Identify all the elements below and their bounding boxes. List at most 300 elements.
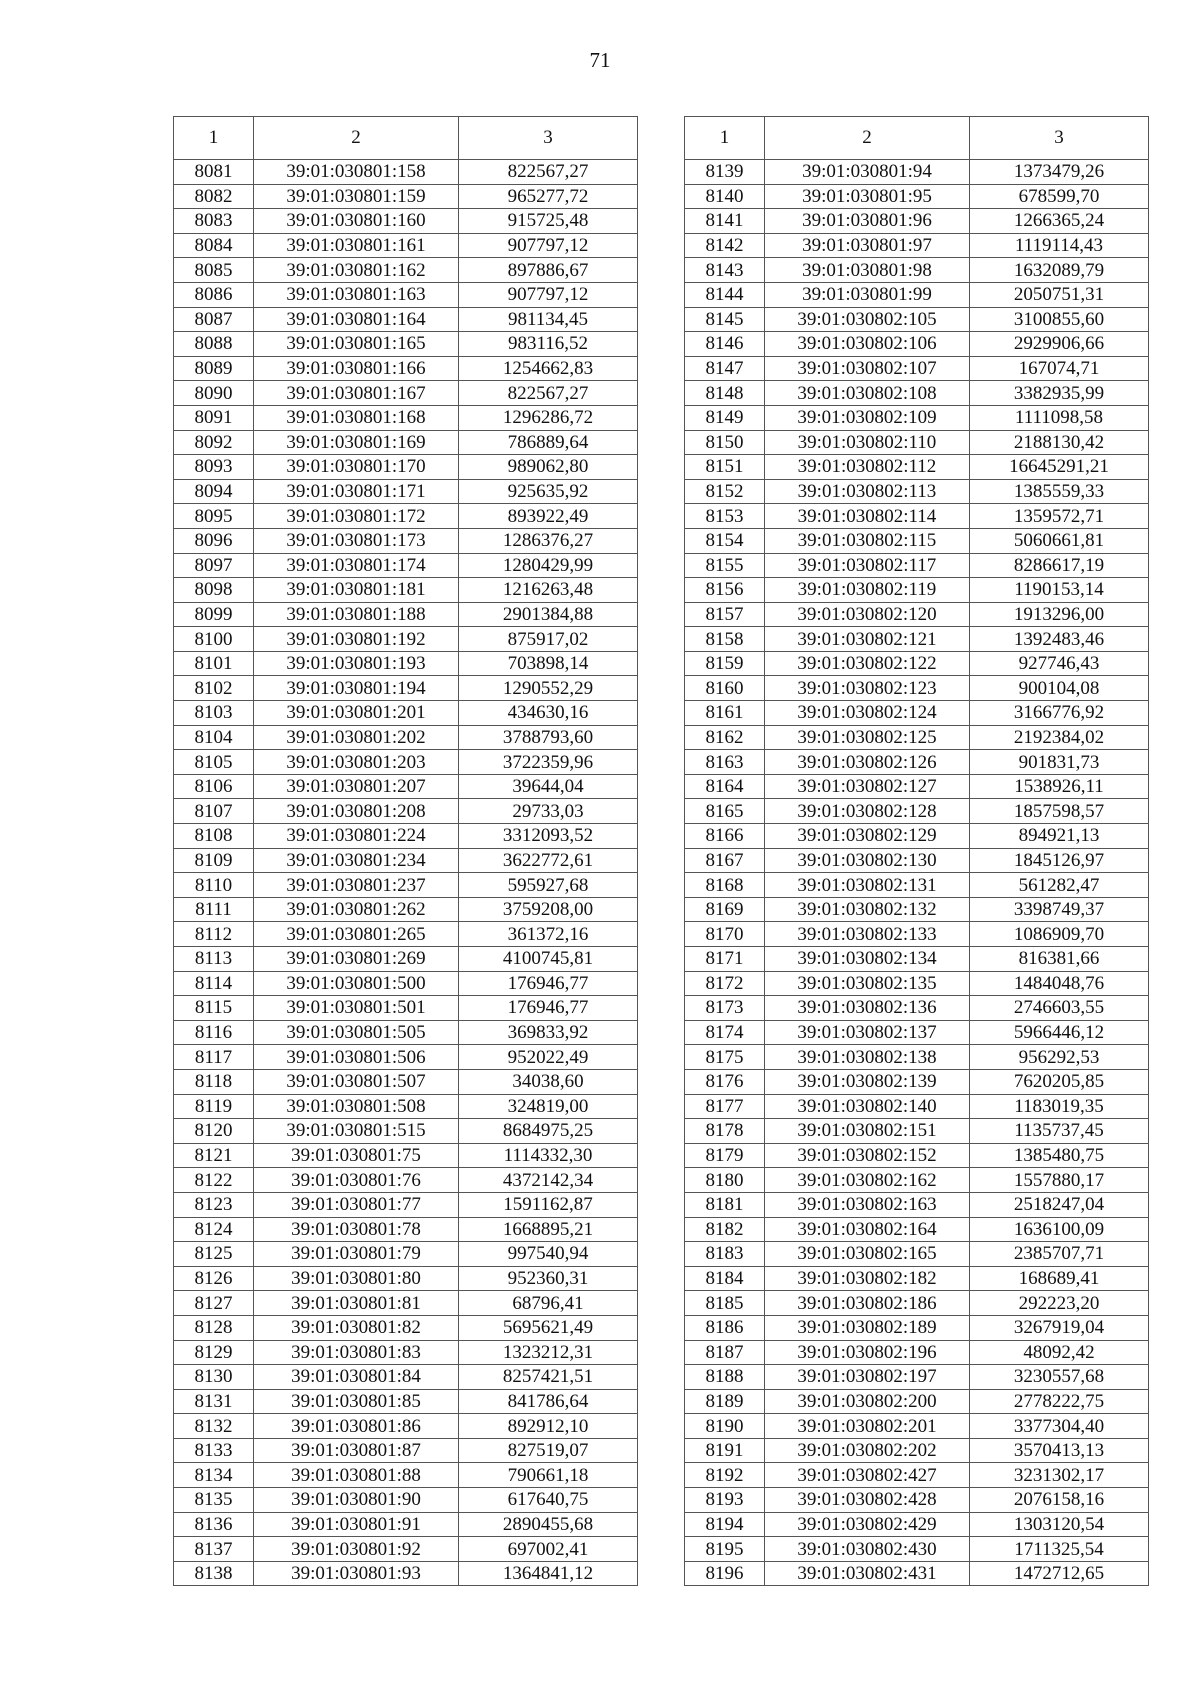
- row-number-cell: 8124: [174, 1217, 254, 1242]
- table-row: [174, 455, 638, 480]
- row-number-cell: 8111: [174, 897, 254, 922]
- cadastral-number-cell: 39:01:030802:123: [765, 676, 970, 701]
- cadastral-number-cell: 39:01:030802:133: [765, 922, 970, 947]
- table-row: [685, 1512, 1149, 1537]
- value-cell: 1668895,21: [459, 1217, 638, 1242]
- table-row: [685, 356, 1149, 381]
- cadastral-number-cell: 39:01:030802:106: [765, 332, 970, 357]
- cadastral-number-cell: 39:01:030802:200: [765, 1389, 970, 1414]
- value-cell: 48092,42: [970, 1340, 1149, 1365]
- value-cell: 2746603,55: [970, 996, 1149, 1021]
- value-cell: 292223,20: [970, 1291, 1149, 1316]
- value-cell: 3100855,60: [970, 307, 1149, 332]
- table-row: [174, 332, 638, 357]
- table-row: [685, 947, 1149, 972]
- value-cell: 2901384,88: [459, 602, 638, 627]
- cadastral-number-cell: 39:01:030801:76: [254, 1168, 459, 1193]
- cadastral-number-cell: 39:01:030801:94: [765, 160, 970, 185]
- column-header-3: 3: [970, 117, 1149, 160]
- row-number-cell: 8137: [174, 1537, 254, 1562]
- table-row: [685, 676, 1149, 701]
- row-number-cell: 8191: [685, 1438, 765, 1463]
- table-row: [174, 1217, 638, 1242]
- table-row: [174, 307, 638, 332]
- row-number-cell: 8166: [685, 824, 765, 849]
- cadastral-number-cell: 39:01:030802:138: [765, 1045, 970, 1070]
- cadastral-number-cell: 39:01:030801:85: [254, 1389, 459, 1414]
- cadastral-number-cell: 39:01:030801:162: [254, 258, 459, 283]
- row-number-cell: 8083: [174, 209, 254, 234]
- value-cell: 3722359,96: [459, 750, 638, 775]
- column-header-2: 2: [254, 117, 459, 160]
- value-cell: 907797,12: [459, 233, 638, 258]
- table-row: [685, 184, 1149, 209]
- row-number-cell: 8145: [685, 307, 765, 332]
- row-number-cell: 8167: [685, 848, 765, 873]
- cadastral-number-cell: 39:01:030801:170: [254, 455, 459, 480]
- value-cell: 176946,77: [459, 996, 638, 1021]
- value-cell: 965277,72: [459, 184, 638, 209]
- table-row: [174, 1561, 638, 1586]
- table-row: [685, 1020, 1149, 1045]
- value-cell: 3230557,68: [970, 1365, 1149, 1390]
- row-number-cell: 8143: [685, 258, 765, 283]
- table-row: [685, 1291, 1149, 1316]
- cadastral-number-cell: 39:01:030801:181: [254, 578, 459, 603]
- row-number-cell: 8182: [685, 1217, 765, 1242]
- value-cell: 822567,27: [459, 381, 638, 406]
- row-number-cell: 8117: [174, 1045, 254, 1070]
- cadastral-number-cell: 39:01:030801:501: [254, 996, 459, 1021]
- table-row: [685, 430, 1149, 455]
- row-number-cell: 8136: [174, 1512, 254, 1537]
- value-cell: 3788793,60: [459, 725, 638, 750]
- table-row: [174, 701, 638, 726]
- row-number-cell: 8174: [685, 1020, 765, 1045]
- cadastral-number-cell: 39:01:030801:78: [254, 1217, 459, 1242]
- row-number-cell: 8085: [174, 258, 254, 283]
- cadastral-number-cell: 39:01:030801:97: [765, 233, 970, 258]
- row-number-cell: 8173: [685, 996, 765, 1021]
- value-cell: 1114332,30: [459, 1143, 638, 1168]
- table-header-row: [174, 117, 638, 160]
- cadastral-number-cell: 39:01:030802:131: [765, 873, 970, 898]
- value-cell: 5695621,49: [459, 1315, 638, 1340]
- value-cell: 1135737,45: [970, 1119, 1149, 1144]
- row-number-cell: 8186: [685, 1315, 765, 1340]
- cadastral-number-cell: 39:01:030802:165: [765, 1242, 970, 1267]
- row-number-cell: 8189: [685, 1389, 765, 1414]
- cadastral-number-cell: 39:01:030801:168: [254, 405, 459, 430]
- table-row: [685, 1119, 1149, 1144]
- cadastral-number-cell: 39:01:030801:83: [254, 1340, 459, 1365]
- cadastral-number-cell: 39:01:030802:136: [765, 996, 970, 1021]
- value-cell: 2929906,66: [970, 332, 1149, 357]
- cadastral-number-cell: 39:01:030802:429: [765, 1512, 970, 1537]
- value-cell: 1913296,00: [970, 602, 1149, 627]
- value-cell: 3267919,04: [970, 1315, 1149, 1340]
- table-row: [174, 1266, 638, 1291]
- value-cell: 3570413,13: [970, 1438, 1149, 1463]
- row-number-cell: 8135: [174, 1488, 254, 1513]
- cadastral-number-cell: 39:01:030801:92: [254, 1537, 459, 1562]
- row-number-cell: 8081: [174, 160, 254, 185]
- value-cell: 434630,16: [459, 701, 638, 726]
- cadastral-number-cell: 39:01:030802:427: [765, 1463, 970, 1488]
- row-number-cell: 8088: [174, 332, 254, 357]
- table-row: [174, 1069, 638, 1094]
- cadastral-number-cell: 39:01:030801:161: [254, 233, 459, 258]
- table-row: [174, 553, 638, 578]
- table-row: [685, 282, 1149, 307]
- table-row: [685, 701, 1149, 726]
- cadastral-number-cell: 39:01:030801:202: [254, 725, 459, 750]
- row-number-cell: 8195: [685, 1537, 765, 1562]
- cadastral-number-cell: 39:01:030802:152: [765, 1143, 970, 1168]
- value-cell: 1392483,46: [970, 627, 1149, 652]
- row-number-cell: 8134: [174, 1463, 254, 1488]
- cadastral-number-cell: 39:01:030802:140: [765, 1094, 970, 1119]
- row-number-cell: 8120: [174, 1119, 254, 1144]
- value-cell: 1857598,57: [970, 799, 1149, 824]
- cadastral-number-cell: 39:01:030802:197: [765, 1365, 970, 1390]
- table-row: [685, 971, 1149, 996]
- value-cell: 1086909,70: [970, 922, 1149, 947]
- value-cell: 956292,53: [970, 1045, 1149, 1070]
- value-cell: 678599,70: [970, 184, 1149, 209]
- row-number-cell: 8125: [174, 1242, 254, 1267]
- table-row: [685, 1315, 1149, 1340]
- row-number-cell: 8082: [174, 184, 254, 209]
- row-number-cell: 8156: [685, 578, 765, 603]
- table-row: [685, 627, 1149, 652]
- table-row: [685, 504, 1149, 529]
- value-cell: 1296286,72: [459, 405, 638, 430]
- cadastral-number-cell: 39:01:030801:194: [254, 676, 459, 701]
- value-cell: 2076158,16: [970, 1488, 1149, 1513]
- table-row: [685, 1389, 1149, 1414]
- value-cell: 901831,73: [970, 750, 1149, 775]
- table-row: [174, 1488, 638, 1513]
- row-number-cell: 8121: [174, 1143, 254, 1168]
- row-number-cell: 8158: [685, 627, 765, 652]
- row-number-cell: 8128: [174, 1315, 254, 1340]
- value-cell: 1385559,33: [970, 479, 1149, 504]
- cadastral-number-cell: 39:01:030801:173: [254, 528, 459, 553]
- table-row: [174, 897, 638, 922]
- value-cell: 1111098,58: [970, 405, 1149, 430]
- cadastral-number-cell: 39:01:030801:84: [254, 1365, 459, 1390]
- row-number-cell: 8185: [685, 1291, 765, 1316]
- row-number-cell: 8144: [685, 282, 765, 307]
- row-number-cell: 8106: [174, 774, 254, 799]
- table-row: [685, 578, 1149, 603]
- row-number-cell: 8193: [685, 1488, 765, 1513]
- table-row: [174, 676, 638, 701]
- cadastral-number-cell: 39:01:030802:108: [765, 381, 970, 406]
- cadastral-number-cell: 39:01:030801:262: [254, 897, 459, 922]
- cadastral-number-cell: 39:01:030801:265: [254, 922, 459, 947]
- cadastral-number-cell: 39:01:030801:165: [254, 332, 459, 357]
- cadastral-number-cell: 39:01:030802:196: [765, 1340, 970, 1365]
- table-row: [174, 922, 638, 947]
- value-cell: 5060661,81: [970, 528, 1149, 553]
- table-row: [174, 1315, 638, 1340]
- cadastral-number-cell: 39:01:030801:506: [254, 1045, 459, 1070]
- cadastral-number-cell: 39:01:030802:137: [765, 1020, 970, 1045]
- table-row: [174, 528, 638, 553]
- row-number-cell: 8105: [174, 750, 254, 775]
- row-number-cell: 8114: [174, 971, 254, 996]
- cadastral-number-cell: 39:01:030802:113: [765, 479, 970, 504]
- table-row: [174, 1045, 638, 1070]
- table-row: [685, 258, 1149, 283]
- cadastral-number-cell: 39:01:030801:91: [254, 1512, 459, 1537]
- row-number-cell: 8147: [685, 356, 765, 381]
- table-row: [174, 1389, 638, 1414]
- row-number-cell: 8084: [174, 233, 254, 258]
- value-cell: 893922,49: [459, 504, 638, 529]
- row-number-cell: 8146: [685, 332, 765, 357]
- row-number-cell: 8178: [685, 1119, 765, 1144]
- cadastral-number-cell: 39:01:030801:99: [765, 282, 970, 307]
- row-number-cell: 8090: [174, 381, 254, 406]
- cadastral-number-cell: 39:01:030802:201: [765, 1414, 970, 1439]
- row-number-cell: 8160: [685, 676, 765, 701]
- row-number-cell: 8155: [685, 553, 765, 578]
- value-cell: 8684975,25: [459, 1119, 638, 1144]
- column-header-2: 2: [765, 117, 970, 160]
- row-number-cell: 8123: [174, 1192, 254, 1217]
- table-row: [174, 1414, 638, 1439]
- cadastral-number-cell: 39:01:030802:182: [765, 1266, 970, 1291]
- cadastral-number-cell: 39:01:030802:129: [765, 824, 970, 849]
- table-row: [685, 1242, 1149, 1267]
- cadastral-number-cell: 39:01:030802:125: [765, 725, 970, 750]
- cadastral-number-cell: 39:01:030802:134: [765, 947, 970, 972]
- value-cell: 983116,52: [459, 332, 638, 357]
- row-number-cell: 8086: [174, 282, 254, 307]
- table-row: [685, 996, 1149, 1021]
- row-number-cell: 8181: [685, 1192, 765, 1217]
- row-number-cell: 8116: [174, 1020, 254, 1045]
- cadastral-number-cell: 39:01:030802:114: [765, 504, 970, 529]
- cadastral-number-cell: 39:01:030801:237: [254, 873, 459, 898]
- cadastral-number-cell: 39:01:030802:135: [765, 971, 970, 996]
- cadastral-number-cell: 39:01:030802:162: [765, 1168, 970, 1193]
- table-row: [685, 1266, 1149, 1291]
- value-cell: 1845126,97: [970, 848, 1149, 873]
- value-cell: 2890455,68: [459, 1512, 638, 1537]
- table-row: [174, 971, 638, 996]
- value-cell: 989062,80: [459, 455, 638, 480]
- table-row: [174, 184, 638, 209]
- cadastral-number-cell: 39:01:030802:112: [765, 455, 970, 480]
- row-number-cell: 8171: [685, 947, 765, 972]
- row-number-cell: 8164: [685, 774, 765, 799]
- row-number-cell: 8141: [685, 209, 765, 234]
- row-number-cell: 8180: [685, 1168, 765, 1193]
- value-cell: 8286617,19: [970, 553, 1149, 578]
- row-number-cell: 8139: [685, 160, 765, 185]
- cadastral-number-cell: 39:01:030802:117: [765, 553, 970, 578]
- row-number-cell: 8118: [174, 1069, 254, 1094]
- cadastral-number-cell: 39:01:030801:203: [254, 750, 459, 775]
- table-row: [174, 848, 638, 873]
- table-row: [685, 405, 1149, 430]
- cadastral-number-cell: 39:01:030801:193: [254, 651, 459, 676]
- value-cell: 176946,77: [459, 971, 638, 996]
- table-row: [174, 1094, 638, 1119]
- cadastral-number-cell: 39:01:030802:430: [765, 1537, 970, 1562]
- value-cell: 1183019,35: [970, 1094, 1149, 1119]
- value-cell: 3382935,99: [970, 381, 1149, 406]
- cadastral-number-cell: 39:01:030802:121: [765, 627, 970, 652]
- value-cell: 1119114,43: [970, 233, 1149, 258]
- table-row: [685, 1069, 1149, 1094]
- table-row: [685, 725, 1149, 750]
- cadastral-number-cell: 39:01:030801:158: [254, 160, 459, 185]
- value-cell: 1190153,14: [970, 578, 1149, 603]
- table-row: [174, 1192, 638, 1217]
- table-row: [685, 824, 1149, 849]
- row-number-cell: 8188: [685, 1365, 765, 1390]
- table-row: [174, 602, 638, 627]
- cadastral-number-cell: 39:01:030801:96: [765, 209, 970, 234]
- value-cell: 1472712,65: [970, 1561, 1149, 1586]
- table-row: [685, 1414, 1149, 1439]
- value-cell: 34038,60: [459, 1069, 638, 1094]
- table-row: [174, 996, 638, 1021]
- row-number-cell: 8102: [174, 676, 254, 701]
- table-row: [174, 774, 638, 799]
- cadastral-number-cell: 39:01:030801:80: [254, 1266, 459, 1291]
- value-cell: 1557880,17: [970, 1168, 1149, 1193]
- cadastral-number-cell: 39:01:030801:88: [254, 1463, 459, 1488]
- cadastral-number-cell: 39:01:030801:507: [254, 1069, 459, 1094]
- value-cell: 168689,41: [970, 1266, 1149, 1291]
- row-number-cell: 8177: [685, 1094, 765, 1119]
- value-cell: 841786,64: [459, 1389, 638, 1414]
- row-number-cell: 8194: [685, 1512, 765, 1537]
- row-number-cell: 8170: [685, 922, 765, 947]
- table-row: [174, 1438, 638, 1463]
- row-number-cell: 8153: [685, 504, 765, 529]
- cadastral-number-cell: 39:01:030801:224: [254, 824, 459, 849]
- table-row: [685, 1045, 1149, 1070]
- value-cell: 1364841,12: [459, 1561, 638, 1586]
- value-cell: 1323212,31: [459, 1340, 638, 1365]
- row-number-cell: 8087: [174, 307, 254, 332]
- table-row: [174, 356, 638, 381]
- value-cell: 8257421,51: [459, 1365, 638, 1390]
- column-header-3: 3: [459, 117, 638, 160]
- value-cell: 1290552,29: [459, 676, 638, 701]
- row-number-cell: 8097: [174, 553, 254, 578]
- value-cell: 3622772,61: [459, 848, 638, 873]
- cadastral-number-cell: 39:01:030802:109: [765, 405, 970, 430]
- cadastral-number-cell: 39:01:030801:77: [254, 1192, 459, 1217]
- row-number-cell: 8094: [174, 479, 254, 504]
- table-row: [685, 332, 1149, 357]
- cadastral-number-cell: 39:01:030802:105: [765, 307, 970, 332]
- value-cell: 4372142,34: [459, 1168, 638, 1193]
- value-cell: 617640,75: [459, 1488, 638, 1513]
- row-number-cell: 8091: [174, 405, 254, 430]
- cadastral-number-cell: 39:01:030802:132: [765, 897, 970, 922]
- table-row: [174, 947, 638, 972]
- row-number-cell: 8112: [174, 922, 254, 947]
- table-row: [685, 528, 1149, 553]
- row-number-cell: 8099: [174, 602, 254, 627]
- row-number-cell: 8100: [174, 627, 254, 652]
- cadastral-number-cell: 39:01:030802:110: [765, 430, 970, 455]
- table-row: [685, 307, 1149, 332]
- table-row: [174, 824, 638, 849]
- table-row: [174, 1143, 638, 1168]
- value-cell: 900104,08: [970, 676, 1149, 701]
- cadastral-number-cell: 39:01:030802:128: [765, 799, 970, 824]
- cadastral-number-cell: 39:01:030801:159: [254, 184, 459, 209]
- table-row: [685, 651, 1149, 676]
- table-row: [685, 1488, 1149, 1513]
- row-number-cell: 8108: [174, 824, 254, 849]
- cadastral-number-cell: 39:01:030801:167: [254, 381, 459, 406]
- row-number-cell: 8127: [174, 1291, 254, 1316]
- table-row: [685, 1340, 1149, 1365]
- value-cell: 3377304,40: [970, 1414, 1149, 1439]
- column-header-1: 1: [174, 117, 254, 160]
- value-cell: 897886,67: [459, 258, 638, 283]
- cadastral-number-cell: 39:01:030801:171: [254, 479, 459, 504]
- value-cell: 16645291,21: [970, 455, 1149, 480]
- row-number-cell: 8184: [685, 1266, 765, 1291]
- value-cell: 790661,18: [459, 1463, 638, 1488]
- cadastral-number-cell: 39:01:030801:174: [254, 553, 459, 578]
- table-row: [174, 1168, 638, 1193]
- value-cell: 1266365,24: [970, 209, 1149, 234]
- cadastral-number-cell: 39:01:030802:107: [765, 356, 970, 381]
- row-number-cell: 8192: [685, 1463, 765, 1488]
- row-number-cell: 8109: [174, 848, 254, 873]
- value-cell: 68796,41: [459, 1291, 638, 1316]
- value-cell: 907797,12: [459, 282, 638, 307]
- table-row: [685, 922, 1149, 947]
- table-row: [685, 848, 1149, 873]
- cadastral-number-cell: 39:01:030801:82: [254, 1315, 459, 1340]
- row-number-cell: 8159: [685, 651, 765, 676]
- row-number-cell: 8190: [685, 1414, 765, 1439]
- value-cell: 29733,03: [459, 799, 638, 824]
- cadastral-number-cell: 39:01:030802:186: [765, 1291, 970, 1316]
- column-header-1: 1: [685, 117, 765, 160]
- table-row: [685, 1561, 1149, 1586]
- table-row: [685, 1438, 1149, 1463]
- cadastral-number-cell: 39:01:030802:431: [765, 1561, 970, 1586]
- row-number-cell: 8179: [685, 1143, 765, 1168]
- cadastral-number-cell: 39:01:030802:124: [765, 701, 970, 726]
- row-number-cell: 8149: [685, 405, 765, 430]
- row-number-cell: 8130: [174, 1365, 254, 1390]
- value-cell: 361372,16: [459, 922, 638, 947]
- cadastral-number-cell: 39:01:030802:163: [765, 1192, 970, 1217]
- table-row: [685, 1365, 1149, 1390]
- row-number-cell: 8096: [174, 528, 254, 553]
- cadastral-number-cell: 39:01:030802:151: [765, 1119, 970, 1144]
- cadastral-number-cell: 39:01:030801:208: [254, 799, 459, 824]
- value-cell: 7620205,85: [970, 1069, 1149, 1094]
- cadastral-number-cell: 39:01:030802:189: [765, 1315, 970, 1340]
